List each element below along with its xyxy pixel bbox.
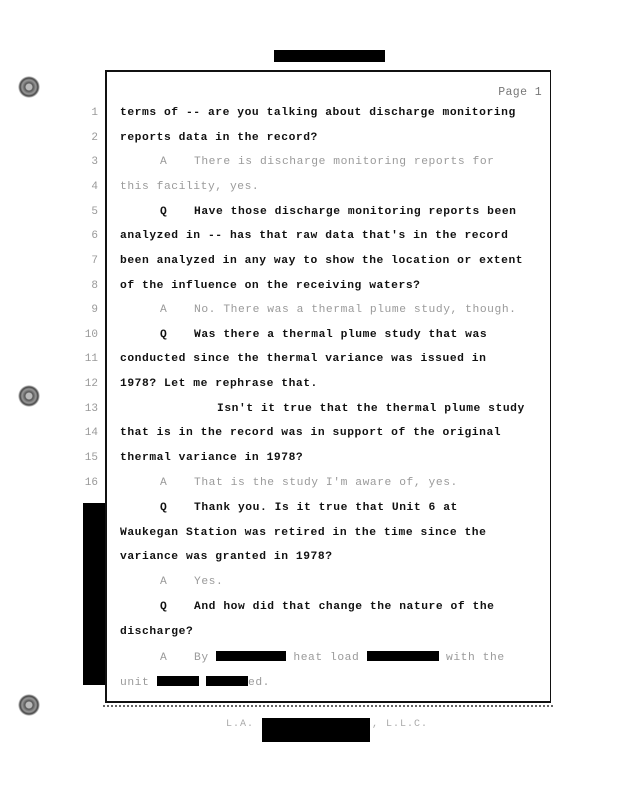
answer-line: A By heat load with the	[160, 652, 505, 664]
question-line: Q Have those discharge monitoring reports been	[160, 206, 517, 218]
line-number: 11	[84, 353, 98, 365]
line-number: 9	[91, 304, 98, 316]
transcript-line: variance was granted in 1978?	[120, 551, 333, 563]
line-number: 7	[91, 255, 98, 267]
inline-redaction	[206, 676, 248, 686]
answer-line: A There is discharge monitoring reports for	[160, 156, 495, 168]
answer-line: A That is the study I'm aware of, yes.	[160, 477, 458, 489]
transcript-line: discharge?	[120, 626, 194, 638]
transcript-line: 1978? Let me rephrase that.	[120, 378, 318, 390]
line-number: 3	[91, 156, 98, 168]
inline-redaction	[367, 651, 439, 661]
bottom-redaction-bar	[262, 718, 370, 742]
transcript-line: of the influence on the receiving waters?	[120, 280, 421, 292]
line-number: 1	[91, 107, 98, 119]
transcript-line: Isn't it true that the thermal plume study	[217, 403, 525, 415]
hole-punch-icon	[18, 76, 40, 98]
transcript-line: reports data in the record?	[120, 132, 318, 144]
question-line: Q Thank you. Is it true that Unit 6 at	[160, 502, 458, 514]
inline-redaction	[157, 676, 199, 686]
line-number: 13	[84, 403, 98, 415]
answer-line: A No. There was a thermal plume study, though.	[160, 304, 517, 316]
hole-punch-icon	[18, 385, 40, 407]
hole-punch-icon	[18, 694, 40, 716]
question-line: Q And how did that change the nature of the	[160, 601, 495, 613]
transcript-line: been analyzed in any way to show the location or extent	[120, 255, 524, 267]
transcript-line: Waukegan Station was retired in the time since the	[120, 527, 487, 539]
answer-line: unit ed.	[120, 677, 271, 689]
transcript-line: analyzed in -- has that raw data that's in the record	[120, 230, 509, 242]
question-line: Q Was there a thermal plume study that was	[160, 329, 488, 341]
line-number: 8	[91, 280, 98, 292]
line-number: 10	[84, 329, 98, 341]
line-number: 12	[84, 378, 98, 390]
frame-bottom-edge	[103, 705, 553, 707]
transcript-line: conducted since the thermal variance was issued in	[120, 353, 487, 365]
page-label: Page 1	[498, 86, 542, 99]
line-number: 6	[91, 230, 98, 242]
line-number: 4	[91, 181, 98, 193]
inline-redaction	[216, 651, 286, 661]
answer-line: this facility, yes.	[120, 181, 260, 193]
transcript-line: terms of -- are you talking about discharge monitoring	[120, 107, 516, 119]
answer-line: A Yes.	[160, 576, 224, 588]
line-number: 16	[84, 477, 98, 489]
line-number: 5	[91, 206, 98, 218]
transcript-line: thermal variance in 1978?	[120, 452, 304, 464]
line-number: 2	[91, 132, 98, 144]
line-number: 14	[84, 427, 98, 439]
left-redaction-bar	[83, 503, 105, 685]
footer-right: , L.L.C.	[372, 719, 429, 730]
top-redaction-bar	[274, 50, 385, 62]
line-number: 15	[84, 452, 98, 464]
footer-left: L.A.	[226, 719, 255, 730]
transcript-line: that is in the record was in support of the original	[120, 427, 502, 439]
